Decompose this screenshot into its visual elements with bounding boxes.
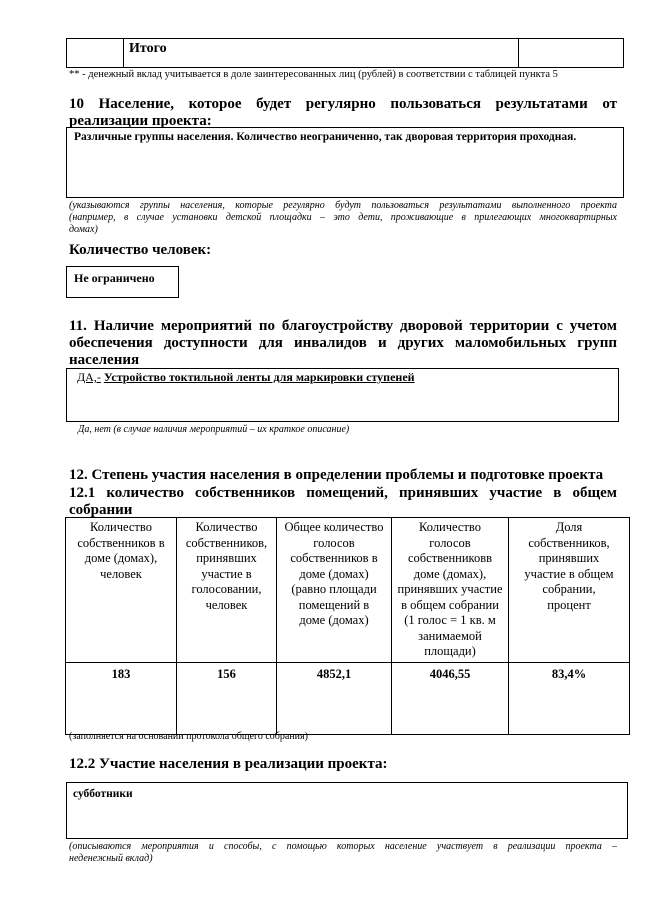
s10-note: (указываются группы населения, которые регулярно будут пользоваться результатами выполненного проекта (например, в случае установки детской площадки – это дети, проживающие в прилегающих многоквартирных домах) — [69, 200, 617, 235]
s10-count-value: Не ограничено — [74, 271, 155, 285]
s11-text: Устройство токтильной ленты для маркировки ступеней — [103, 370, 415, 384]
s11-heading: 11. Наличие мероприятий по благоустройству дворовой территории с учетом обеспечения доступности для инвалидов и других маломобильных групп населения — [69, 318, 617, 368]
s12-1-heading: 12.1 количество собственников помещений, принявших участие в общем собрании — [69, 485, 617, 518]
s12-heading: 12. Степень участия населения в определении проблемы и подготовке проекта — [69, 467, 604, 483]
s11-box-line — [77, 370, 618, 385]
value-owners-count: 183 — [66, 662, 177, 734]
table-note: (заполняется на основании протокола общего собрания) — [69, 731, 308, 742]
s12-2-text: субботники — [73, 788, 133, 800]
value-voting-owners: 156 — [177, 662, 277, 734]
col-voting-owners: Количество собственников, принявших участие в голосовании, человек — [177, 518, 277, 663]
col-owners-count: Количество собственников в доме (домах), человек — [66, 518, 177, 663]
s11-box — [66, 368, 619, 422]
s12-2-heading: 12.2 Участие населения в реализации проекта: — [69, 756, 388, 772]
s10-count-label: Количество человек: — [69, 242, 212, 258]
table-row — [66, 662, 630, 734]
s10-population-text: Различные группы населения. Количество неограниченно, так дворовая территория проходная. — [74, 131, 577, 143]
total-row-divider-right — [518, 38, 519, 68]
total-row-divider-left — [123, 38, 124, 68]
s10-heading: 10 Население, которое будет регулярно пользоваться результатами от реализации проекта: — [69, 96, 617, 129]
s12-2-note: (описываются мероприятия и способы, с помощью которых население участвует в реализации проекта – неденежный вклад) — [69, 841, 617, 864]
participation-table — [65, 517, 630, 735]
col-total-votes: Общее количество голосов собственников в доме (домах) (равно площади помещений в доме (домах) — [277, 518, 392, 663]
table-header-row — [66, 518, 630, 663]
col-share-percent: Доля собственников, принявших участие в общем собрании, процент — [509, 518, 630, 663]
s10-count-box — [66, 266, 179, 298]
footnote: ** - денежный вклад учитывается в доле заинтересованных лиц (рублей) в соответствии с таблицей пункта 5 — [69, 69, 558, 80]
s11-note: Да, нет (в случае наличия мероприятий – их краткое описание) — [78, 424, 350, 435]
col-participating-votes: Количество голосов собственниковв доме (домах), принявших участие в общем собрании (1 голос = 1 кв. м занимаемой площади) — [392, 518, 509, 663]
value-share-percent: 83,4% — [509, 662, 630, 734]
total-label: Итого — [129, 41, 167, 56]
s11-prefix: ДА,- — [77, 370, 101, 384]
value-participating-votes: 4046,55 — [392, 662, 509, 734]
value-total-votes: 4852,1 — [277, 662, 392, 734]
s10-population-box — [66, 127, 624, 198]
s12-2-box — [66, 782, 628, 839]
